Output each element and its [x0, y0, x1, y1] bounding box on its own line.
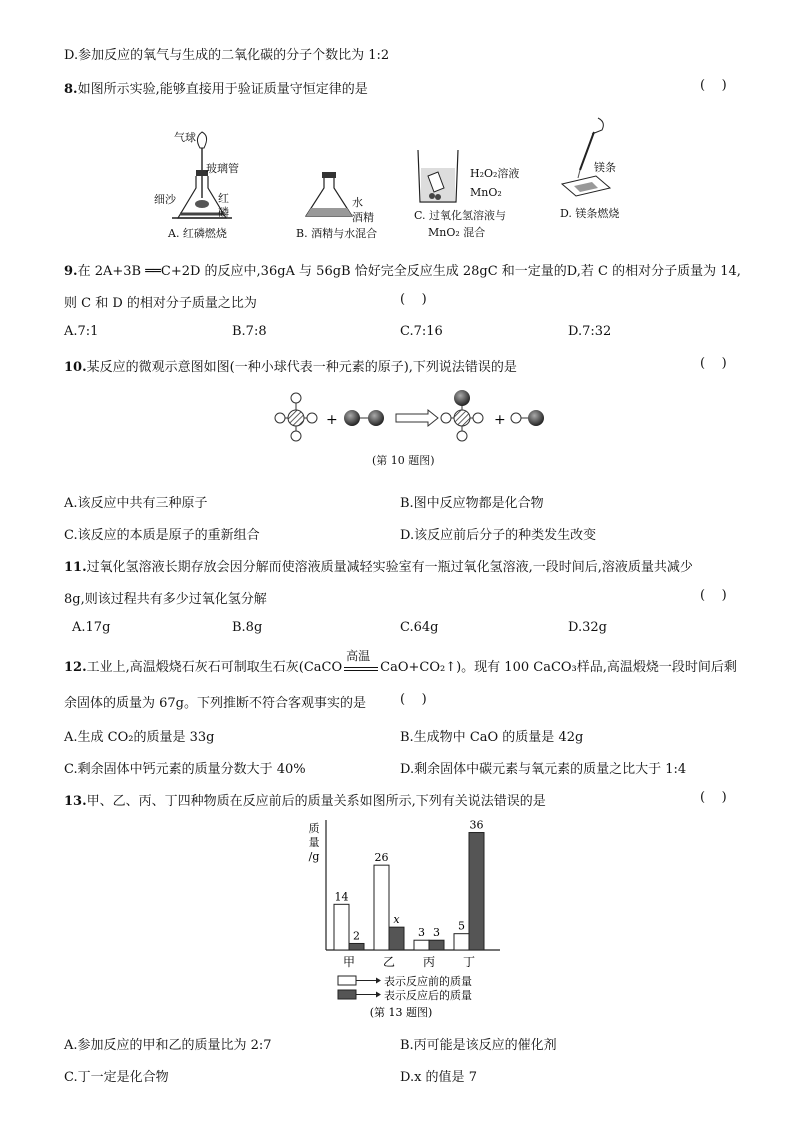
q13-text: 甲、乙、丙、丁四种物质在反应前后的质量关系如图所示,下列有关说法错误的是: [86, 794, 546, 809]
q10-option-d[interactable]: D.该反应前后分子的种类发生改变: [400, 528, 597, 543]
q12-option-a[interactable]: A.生成 CO₂的质量是 33g: [64, 730, 215, 745]
q10-option-b[interactable]: B.图中反应物都是化合物: [400, 496, 544, 511]
q9-option-d[interactable]: D.7:32: [568, 324, 612, 339]
category-label-3: 丙: [422, 955, 436, 969]
bar-after-2: [389, 927, 404, 950]
bar-before-3: [414, 940, 429, 950]
svg-text:+: +: [494, 412, 506, 428]
q7-option-d: D.参加反应的氧气与生成的二氧化碳的分子个数比为 1:2: [64, 48, 390, 63]
q8-figure-c: [414, 146, 464, 206]
caption-b: B. 酒精与水混合: [296, 227, 378, 240]
data-label-before-4: 5: [458, 919, 465, 933]
q9-stem-line1: [64, 260, 741, 279]
caption-c-line2: MnO₂ 混合: [428, 226, 486, 239]
reactant-molecule-2: [344, 410, 384, 426]
q12-text-pre: 工业上,高温煅烧石灰石可制取生石灰(CaCO: [86, 660, 343, 675]
legend-swatch-1: [338, 976, 356, 985]
data-label-after-2: x: [393, 913, 400, 927]
category-label-4: 丁: [462, 955, 476, 969]
q13-option-a[interactable]: A.参加反应的甲和乙的质量比为 2:7: [64, 1038, 272, 1053]
label-red: 红: [218, 192, 229, 205]
q11-option-a[interactable]: A.17g: [72, 620, 111, 635]
label-alcohol: 酒精: [352, 211, 374, 224]
q9-option-c[interactable]: C.7:16: [400, 324, 443, 339]
q13-answer-blank[interactable]: ( ): [700, 790, 727, 805]
label-mg-strip: 镁条: [594, 161, 616, 174]
data-label-before-1: 14: [334, 890, 349, 904]
q13-bar-chart: [296, 812, 506, 1022]
label-mno2: MnO₂: [470, 186, 502, 199]
q11-text-1: 过氧化氢溶液长期存放会因分解而使溶液质量减轻实验室有一瓶过氧化氢溶液,一段时间后,溶液质量共减少: [86, 560, 693, 575]
q12-option-c[interactable]: C.剩余固体中钙元素的质量分数大于 40%: [64, 762, 306, 777]
q10-text: 某反应的微观示意图如图(一种小球代表一种元素的原子),下列说法错误的是: [86, 360, 517, 375]
q8-answer-blank[interactable]: ( ): [700, 78, 727, 93]
q11-option-b[interactable]: B.8g: [232, 620, 263, 635]
q13-stem: [64, 790, 546, 809]
q9-option-b[interactable]: B.7:8: [232, 324, 267, 339]
chart-caption: (第 13 题图): [369, 1006, 433, 1019]
q8-number: 8.: [64, 82, 78, 97]
legend-arrowhead-1: [376, 978, 381, 984]
q10-answer-blank[interactable]: ( ): [700, 356, 727, 371]
bar-before-4: [454, 934, 469, 950]
data-label-before-2: 26: [374, 851, 389, 865]
q8-stem: [64, 78, 368, 97]
reactant-molecule-1: [275, 393, 317, 441]
q10-molecule-diagram: [262, 388, 552, 446]
bar-after-3: [429, 940, 444, 950]
q12-text-post: CaO+CO₂↑)。现有 100 CaCO₃样品,高温煅烧一段时间后剩: [380, 660, 737, 675]
q12-condition: [344, 649, 378, 671]
q12-answer-blank[interactable]: ( ): [400, 692, 427, 707]
q10-caption: (第 10 题图): [372, 454, 435, 467]
q9-text-1: 在 2A+3B ══C+2D 的反应中,36gA 与 56gB 恰好完全反应生成 28gC 和一定量的D,若 C 的相对分子质量为 14,: [77, 264, 741, 279]
category-label-2: 乙: [382, 955, 396, 969]
label-balloon: 气球: [174, 131, 196, 144]
q9-number: 9.: [64, 264, 78, 279]
bar-after-4: [469, 833, 484, 950]
legend-swatch-2: [338, 990, 356, 999]
q9-stem-line2: 则 C 和 D 的相对分子质量之比为: [64, 296, 257, 311]
q12-option-d[interactable]: D.剩余固体中碳元素与氧元素的质量之比大于 1:4: [400, 762, 687, 777]
svg-text:+: +: [326, 412, 338, 428]
data-label-after-3: 3: [433, 926, 440, 940]
bar-after-1: [349, 943, 364, 950]
q10-option-c[interactable]: C.该反应的本质是原子的重新组合: [64, 528, 260, 543]
q9-option-a[interactable]: A.7:1: [64, 324, 99, 339]
bar-before-2: [374, 865, 389, 950]
product-molecule-1: [441, 390, 483, 441]
q11-number: 11.: [64, 560, 87, 575]
q13-option-d[interactable]: D.x 的值是 7: [400, 1070, 477, 1085]
q10-number: 10.: [64, 360, 87, 375]
data-label-before-3: 3: [418, 926, 425, 940]
q12-number: 12.: [64, 660, 87, 675]
q10-option-a[interactable]: A.该反应中共有三种原子: [64, 496, 208, 511]
q11-stem-line2: 8g,则该过程共有多少过氧化氢分解: [64, 592, 267, 607]
label-sand: 细沙: [154, 193, 176, 206]
q13-option-c[interactable]: C.丁一定是化合物: [64, 1070, 169, 1085]
bar-before-1: [334, 904, 349, 950]
y-axis-label: 质量/g: [308, 822, 320, 863]
q12-option-b[interactable]: B.生成物中 CaO 的质量是 42g: [400, 730, 584, 745]
data-label-after-1: 2: [353, 929, 360, 943]
product-molecule-2: [511, 410, 544, 426]
q11-option-c[interactable]: C.64g: [400, 620, 439, 635]
q12-stem-line2: 余固体的质量为 67g。下列推断不符合客观事实的是: [64, 696, 366, 711]
caption-c-line1: C. 过氧化氢溶液与: [414, 209, 507, 222]
legend-arrowhead-2: [376, 992, 381, 998]
q8-text: 如图所示实验,能够直接用于验证质量守恒定律的是: [77, 82, 368, 97]
caption-a: A. 红磷燃烧: [168, 227, 227, 240]
q11-option-d[interactable]: D.32g: [568, 620, 607, 635]
category-label-1: 甲: [342, 955, 356, 969]
legend-label-1: 表示反应前的质量: [384, 975, 472, 988]
caption-d: D. 镁条燃烧: [560, 207, 620, 220]
q11-answer-blank[interactable]: ( ): [700, 588, 727, 603]
q8-figure-d: [556, 112, 616, 202]
q12-condition-text: 高温: [346, 649, 371, 663]
q12-stem-line1: [64, 649, 737, 675]
label-glass-tube: 玻璃管: [206, 162, 239, 175]
q11-stem-line1: [64, 556, 693, 575]
label-phosphorus: 磷: [218, 206, 229, 219]
q13-option-b[interactable]: B.丙可能是该反应的催化剂: [400, 1038, 557, 1053]
label-water: 水: [352, 196, 363, 209]
label-h2o2: H₂O₂溶液: [470, 167, 520, 180]
data-label-after-4: 36: [469, 818, 484, 832]
q13-number: 13.: [64, 794, 87, 809]
legend-label-2: 表示反应后的质量: [384, 989, 472, 1002]
q9-answer-blank[interactable]: ( ): [400, 292, 427, 307]
q10-stem: [64, 356, 517, 375]
